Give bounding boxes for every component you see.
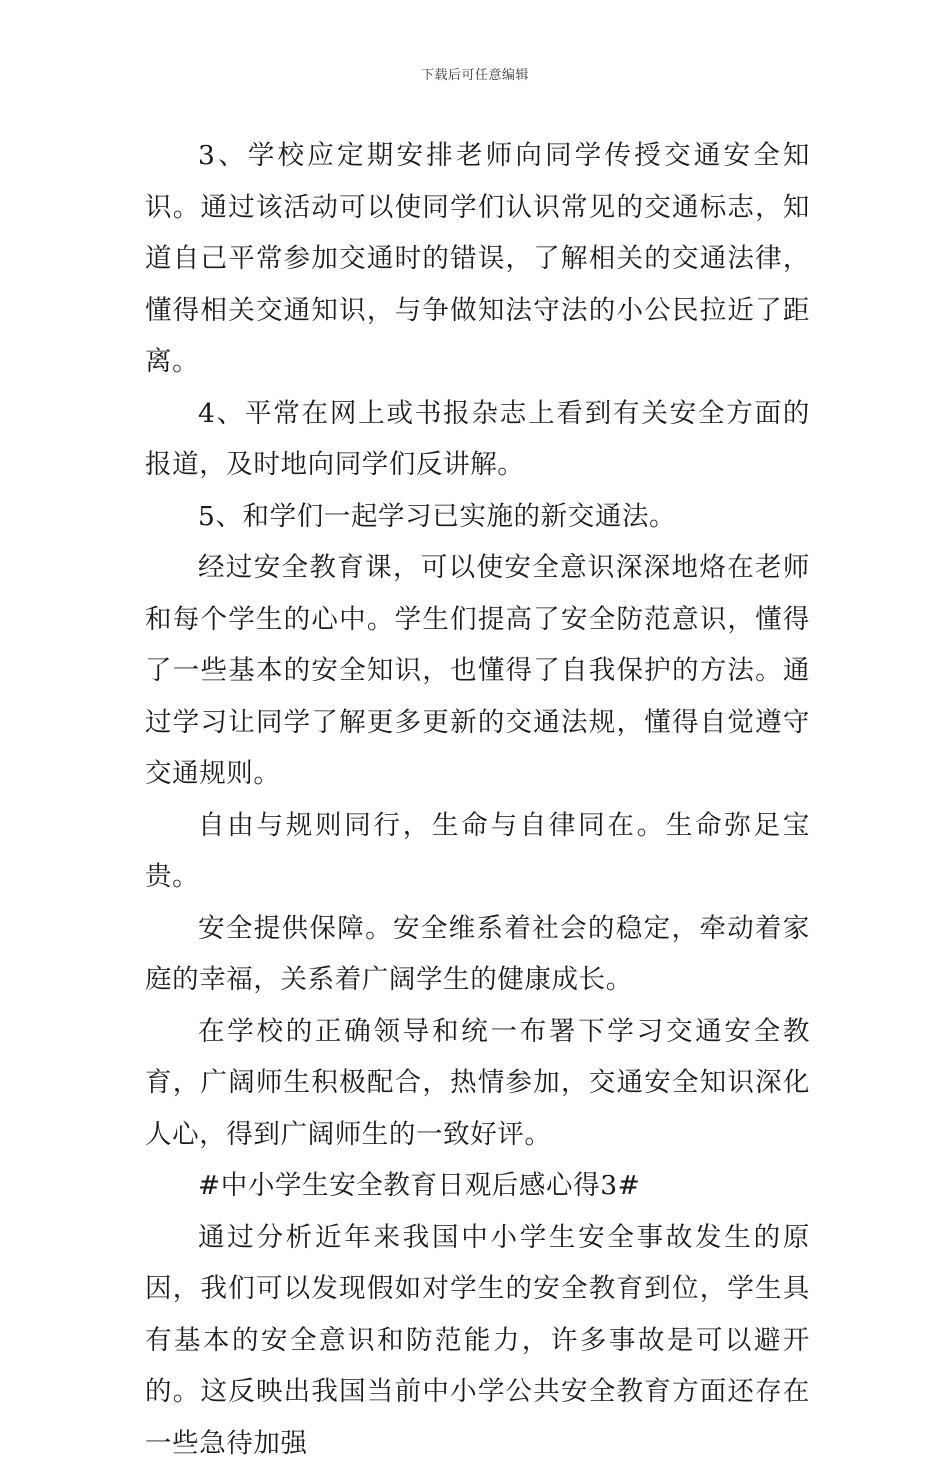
- paragraph-analysis: 通过分析近年来我国中小学生安全事故发生的原因，我们可以发现假如对学生的安全教育到位，学生具有基本的安全意识和防范能力，许多事故是可以避开的。这反映出我国当前中小学公共安全教育方面还存在一些急待加强: [145, 1212, 810, 1469]
- paragraph-summary: 经过安全教育课，可以使安全意识深深地烙在老师和每个学生的心中。学生们提高了安全防范意识，懂得了一些基本的安全知识，也懂得了自我保护的方法。通过学习让同学了解更多更新的交通法规，懂得自觉遵守交通规则。: [145, 542, 810, 800]
- section-heading: #中小学生安全教育日观后感心得3#: [145, 1160, 810, 1212]
- paragraph-safety-guarantee: 安全提供保障。安全维系着社会的稳定，牵动着家庭的幸福，关系着广阔学生的健康成长。: [145, 903, 810, 1006]
- page-header: 下载后可任意编辑: [0, 64, 950, 83]
- paragraph-item-5: 5、和学们一起学习已实施的新交通法。: [145, 491, 810, 543]
- paragraph-freedom-rules: 自由与规则同行，生命与自律同在。生命弥足宝贵。: [145, 800, 810, 903]
- paragraph-item-3: 3、学校应定期安排老师向同学传授交通安全知识。通过该活动可以使同学们认识常见的交通标志，知道自己平常参加交通时的错误，了解相关的交通法律，懂得相关交通知识，与争做知法守法的小公民拉近了距离。: [145, 130, 810, 388]
- paragraph-item-4: 4、平常在网上或书报杂志上看到有关安全方面的报道，及时地向同学们反讲解。: [145, 388, 810, 491]
- document-body: [145, 130, 810, 1469]
- paragraph-school-leadership: 在学校的正确领导和统一布署下学习交通安全教育，广阔师生积极配合，热情参加，交通安全知识深化人心，得到广阔师生的一致好评。: [145, 1006, 810, 1161]
